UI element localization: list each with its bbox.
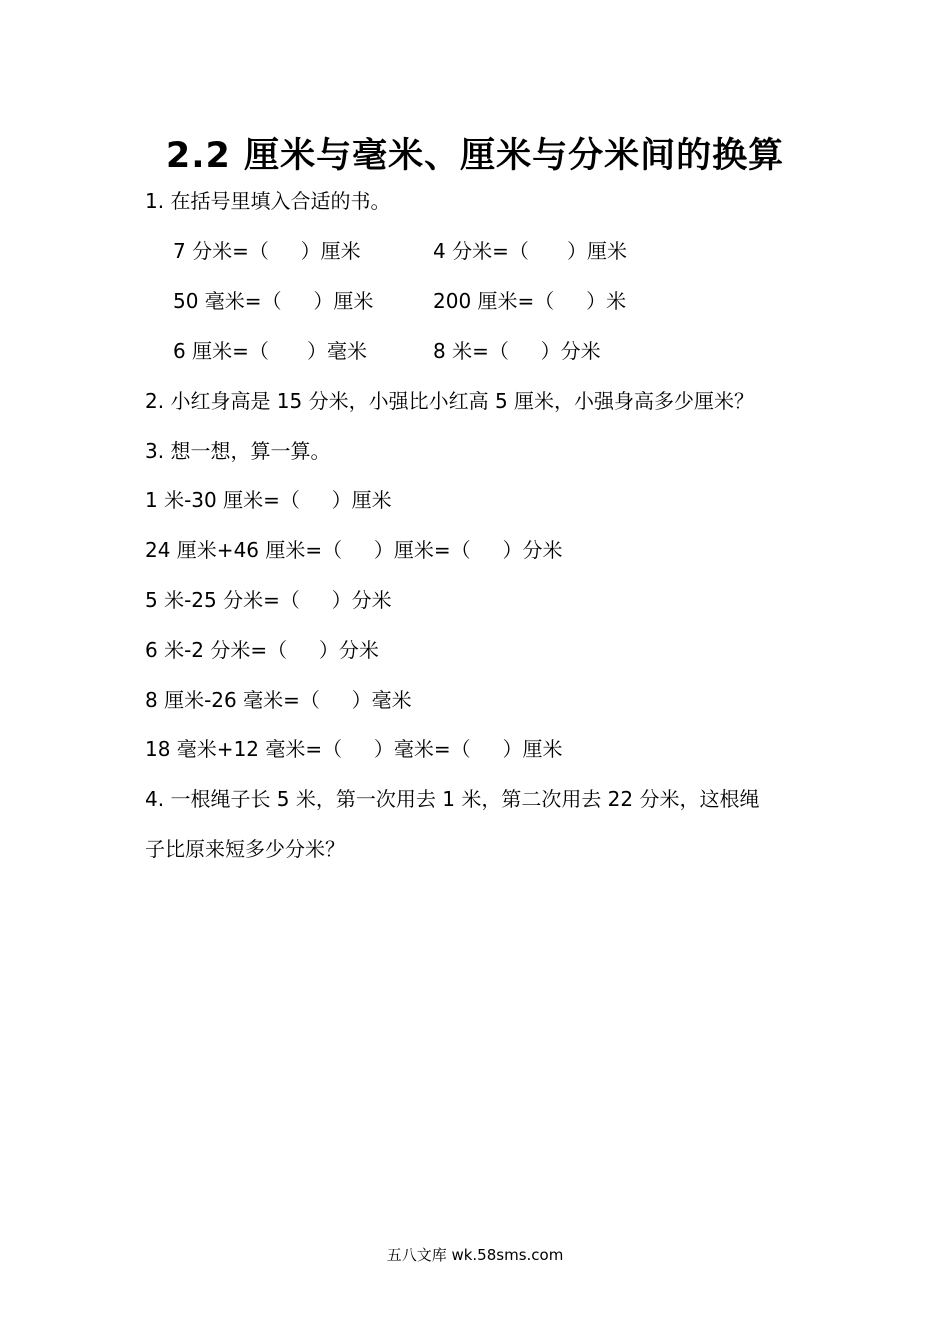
question-1-prompt: 1. 在括号里填入合适的书。 bbox=[145, 189, 391, 213]
question-3-item: 6 米-2 分米=（ ）分米 bbox=[145, 638, 379, 662]
question-1-item: 50 毫米=（ ）厘米 bbox=[173, 289, 374, 313]
question-3-item: 8 厘米-26 毫米=（ ）毫米 bbox=[145, 688, 412, 712]
question-4-line-1: 4. 一根绳子长 5 米，第一次用去 1 米，第二次用去 22 分米，这根绳 bbox=[145, 787, 760, 811]
question-3-item: 24 厘米+46 厘米=（ ）厘米=（ ）分米 bbox=[145, 538, 563, 562]
question-1-item: 4 分米=（ ）厘米 bbox=[433, 239, 627, 263]
question-1-item: 200 厘米=（ ）米 bbox=[433, 289, 627, 313]
question-3-item: 5 米-25 分米=（ ）分米 bbox=[145, 588, 392, 612]
question-1-item: 6 厘米=（ ）毫米 bbox=[173, 339, 367, 363]
question-1-item: 8 米=（ ）分米 bbox=[433, 339, 601, 363]
question-2-prompt: 2. 小红身高是 15 分米，小强比小红高 5 厘米，小强身高多少厘米？ bbox=[145, 389, 755, 413]
question-3-item: 18 毫米+12 毫米=（ ）毫米=（ ）厘米 bbox=[145, 737, 563, 761]
question-4-line-2: 子比原来短多少分米？ bbox=[145, 837, 345, 861]
page-title: 2.2 厘米与毫米、厘米与分米间的换算 bbox=[165, 136, 785, 176]
question-3-item: 1 米-30 厘米=（ ）厘米 bbox=[145, 488, 392, 512]
footer-watermark: 五八文库 wk.58sms.com bbox=[386, 1246, 564, 1264]
question-3-prompt: 3. 想一想，算一算。 bbox=[145, 439, 331, 463]
question-1-item: 7 分米=（ ）厘米 bbox=[173, 239, 361, 263]
